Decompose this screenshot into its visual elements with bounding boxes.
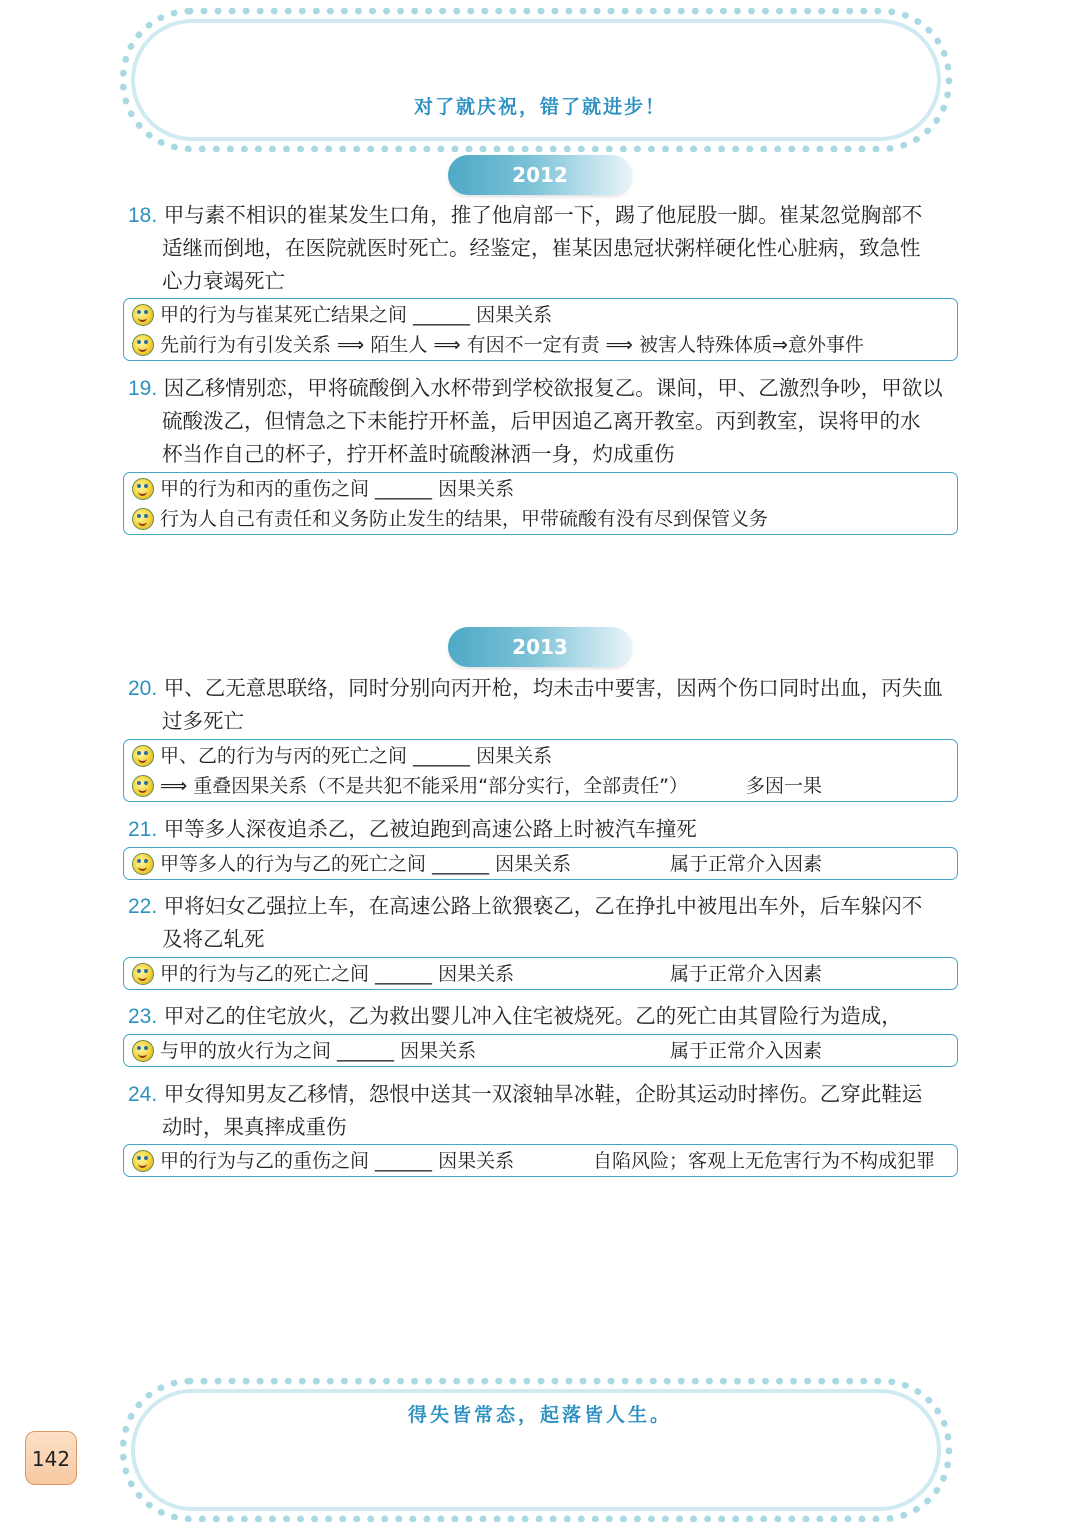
question-text-line: 心力衰竭死亡	[162, 269, 285, 293]
header-banner-inner-border	[131, 19, 941, 141]
answer-text: 甲、乙的行为与丙的死亡之间 ______ 因果关系	[160, 745, 553, 767]
question-number: 21.	[128, 818, 158, 841]
page-number: 142	[25, 1431, 77, 1485]
spongebob-icon	[132, 775, 154, 797]
answer-text: 甲的行为和丙的重伤之间 ______ 因果关系	[160, 478, 515, 500]
question-text-line: 甲、乙无意思联络，同时分别向丙开枪，均未击中要害，因两个伤口同时出血，丙失血	[163, 676, 943, 700]
question-text-line: 甲等多人深夜追杀乙，乙被迫跑到高速公路上时被汽车撞死	[163, 817, 697, 841]
answer-box-18	[123, 298, 958, 361]
question-number: 18.	[128, 204, 158, 227]
spongebob-icon	[132, 1150, 154, 1172]
spongebob-icon	[132, 853, 154, 875]
answer-box-19	[123, 472, 958, 535]
spongebob-icon	[132, 478, 154, 500]
question-text-line: 因乙移情别恋，甲将硫酸倒入水杯带到学校欲报复乙。课间，甲、乙激烈争吵，甲欲以	[163, 376, 943, 400]
question-text-line: 杯当作自己的杯子，拧开杯盖时硫酸淋洒一身，灼成重伤	[162, 442, 675, 466]
question-20	[128, 672, 958, 738]
answer-text: 行为人自己有责任和义务防止发生的结果，甲带硫酸有没有尽到保管义务	[160, 508, 769, 530]
question-number: 20.	[128, 677, 158, 700]
question-21	[128, 813, 958, 846]
question-text-line: 动时，果真摔成重伤	[162, 1115, 347, 1139]
question-text-line: 过多死亡	[162, 709, 244, 733]
answer-box-24	[123, 1144, 958, 1177]
year-heading-2013: 2013	[448, 627, 632, 667]
answer-box-22	[123, 957, 958, 990]
spongebob-icon	[132, 1040, 154, 1062]
answer-text: 甲的行为与乙的死亡之间 ______ 因果关系	[160, 963, 515, 985]
question-text-line: 甲将妇女乙强拉上车，在高速公路上欲猥亵乙，乙在挣扎中被甩出车外，后车躲闪不	[163, 894, 923, 918]
header-motto: 对了就庆祝，错了就进步！	[413, 96, 666, 118]
answer-text: 先前行为有引发关系 ⟹ 陌生人 ⟹ 有因不一定有责 ⟹ 被害人特殊体质⇒意外事件	[160, 334, 864, 356]
question-number: 23.	[128, 1005, 158, 1028]
answer-note: 多因一果	[746, 775, 823, 797]
question-number: 19.	[128, 377, 158, 400]
spongebob-icon	[132, 508, 154, 530]
question-number: 24.	[128, 1083, 158, 1106]
question-number: 22.	[128, 895, 158, 918]
question-text-line: 及将乙轧死	[162, 927, 265, 951]
answer-text: ⟹ 重叠因果关系（不是共犯不能采用“部分实行，全部责任”）	[160, 775, 688, 797]
answer-note: 自陷风险；客观上无危害行为不构成犯罪	[593, 1150, 936, 1172]
question-text-line: 甲对乙的住宅放火，乙为救出婴儿冲入住宅被烧死。乙的死亡由其冒险行为造成，	[163, 1004, 902, 1028]
question-22	[128, 890, 958, 956]
question-23	[128, 1000, 958, 1033]
header-banner	[120, 8, 952, 152]
question-text-line: 硫酸泼乙，但情急之下未能拧开杯盖，后甲因追乙离开教室。丙到教室，误将甲的水	[162, 409, 921, 433]
answer-box-20	[123, 739, 958, 802]
answer-note: 属于正常介入因素	[670, 963, 823, 985]
answer-text: 甲等多人的行为与乙的死亡之间 ______ 因果关系	[160, 853, 572, 875]
spongebob-icon	[132, 963, 154, 985]
answer-note: 属于正常介入因素	[670, 853, 823, 875]
question-19	[128, 372, 958, 471]
answer-text: 甲的行为与乙的重伤之间 ______ 因果关系	[160, 1150, 515, 1172]
question-text-line: 甲与素不相识的崔某发生口角，推了他肩部一下，踢了他屁股一脚。崔某忽觉胸部不	[163, 203, 923, 227]
answer-box-23	[123, 1034, 958, 1067]
question-24	[128, 1078, 958, 1144]
answer-text: 与甲的放火行为之间 ______ 因果关系	[160, 1040, 477, 1062]
question-text-line: 适继而倒地，在医院就医时死亡。经鉴定，崔某因患冠状粥样硬化性心脏病，致急性	[162, 236, 921, 260]
answer-text: 甲的行为与崔某死亡结果之间 ______ 因果关系	[160, 304, 553, 326]
answer-note: 属于正常介入因素	[670, 1040, 823, 1062]
spongebob-icon	[132, 745, 154, 767]
spongebob-icon	[132, 304, 154, 326]
footer-motto: 得失皆常态，起落皆人生。	[407, 1404, 672, 1426]
year-heading-2012: 2012	[448, 155, 632, 195]
question-18	[128, 199, 958, 298]
question-text-line: 甲女得知男友乙移情，怨恨中送其一双滚轴旱冰鞋，企盼其运动时摔伤。乙穿此鞋运	[163, 1082, 923, 1106]
answer-box-21	[123, 847, 958, 880]
spongebob-icon	[132, 334, 154, 356]
